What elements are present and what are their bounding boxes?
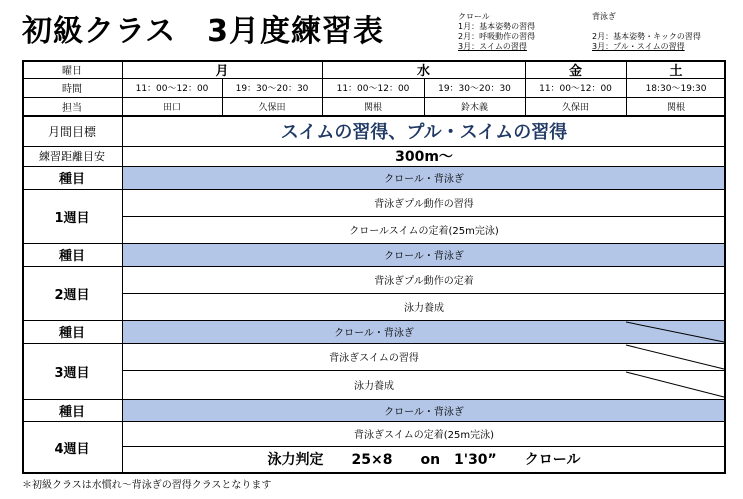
staff-name: 久保田 — [561, 102, 589, 113]
type-label: 種目 — [58, 404, 85, 420]
week1-item: 背泳ぎプル動作の習得 — [374, 199, 474, 210]
staff-name: 関根 — [666, 102, 685, 113]
week4-item: 背泳ぎスイムの定着(25m完泳) — [353, 430, 495, 441]
time-slot: 19：30～20：30 — [235, 84, 309, 94]
time-slot: 19：30～20：30 — [438, 84, 511, 94]
staff-name: 田口 — [162, 102, 181, 113]
day-wed: 水 — [416, 63, 430, 78]
crawl-note-month3: 3月：スイムの習得 — [458, 42, 527, 51]
time-slot: 11：00～12：00 — [135, 84, 209, 94]
practice-table — [22, 60, 726, 474]
crawl-notes-heading: クロール — [458, 12, 490, 21]
time-label: 時間 — [62, 84, 82, 95]
type-label: 種目 — [58, 172, 85, 187]
crawl-note-month1: 1月：基本姿勢の習得 — [458, 22, 536, 31]
staff-name: 鈴木義 — [460, 102, 488, 113]
week3-label: 3週目 — [54, 365, 90, 381]
crawl-notes — [458, 12, 535, 52]
type-label: 種目 — [58, 326, 85, 341]
week1-type: クロール・背泳ぎ — [384, 174, 464, 185]
day-mon: 月 — [215, 63, 229, 78]
footnote: ＊初級クラスは水慣れ～背泳ぎの習得クラスとなります — [22, 480, 272, 491]
backstroke-notes — [592, 12, 701, 52]
back-notes-heading: 背泳ぎ — [592, 12, 616, 21]
day-label: 曜日 — [62, 65, 82, 77]
crawl-note-month2: 2月：呼吸動作の習得 — [458, 32, 536, 41]
week1-item: クロールスイムの定着(25m完泳) — [349, 226, 499, 237]
time-slot: 11：00～12：00 — [336, 84, 410, 94]
distance-target: 300m～ — [395, 149, 453, 165]
time-slot: 18:30～19:30 — [645, 84, 707, 94]
back-note-month2: 2月：基本姿勢・キックの習得 — [592, 32, 701, 41]
monthly-goal: スイムの習得、プル・スイムの習得 — [280, 122, 568, 143]
day-sat: 土 — [669, 63, 683, 78]
week3-item: 背泳ぎスイムの習得 — [329, 353, 419, 364]
week3-item: 泳力養成 — [354, 381, 394, 392]
week4-label: 4週目 — [54, 441, 90, 457]
page-title: 初級クラス 3月度練習表 — [22, 14, 384, 49]
week2-label: 2週目 — [54, 287, 90, 303]
week2-item: 背泳ぎプル動作の定着 — [374, 276, 474, 287]
week4-type: クロール・背泳ぎ — [384, 406, 464, 418]
goal-label: 月間目標 — [47, 124, 96, 139]
week1-label: 1週目 — [54, 210, 90, 226]
week2-type: クロール・背泳ぎ — [384, 251, 464, 262]
distance-label: 練習距離目安 — [39, 150, 105, 163]
swim-test: 泳力判定 25×8 on 1'30” クロール — [267, 452, 581, 468]
staff-name: 関根 — [363, 102, 382, 113]
week3-type: クロール・背泳ぎ — [334, 328, 414, 339]
type-label: 種目 — [58, 249, 85, 264]
back-note-month3: 3月：プル・スイムの習得 — [592, 42, 685, 51]
staff-label: 担当 — [62, 102, 82, 114]
staff-name: 久保田 — [258, 102, 286, 113]
time-slot: 11：00～12：00 — [539, 84, 612, 94]
day-fri: 金 — [568, 63, 582, 78]
week2-item: 泳力養成 — [404, 303, 444, 314]
